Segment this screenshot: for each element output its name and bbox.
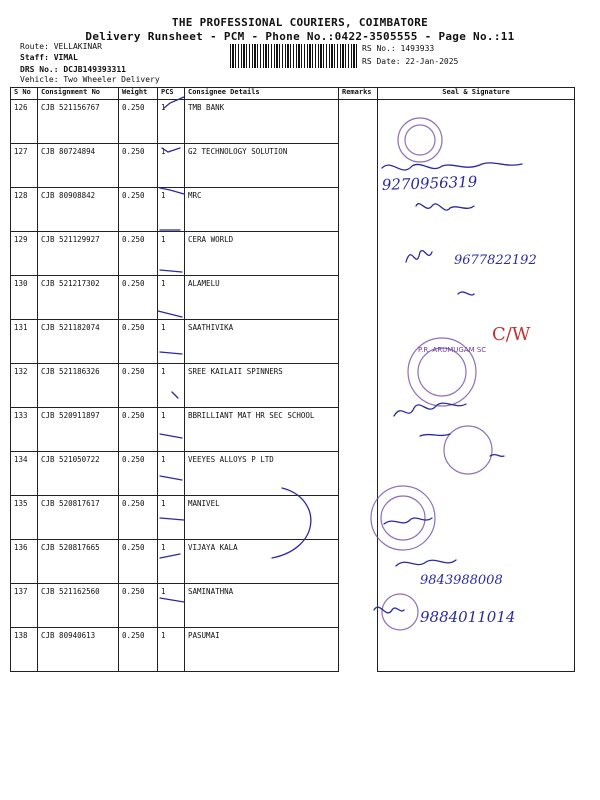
- row-sno: 132: [11, 364, 38, 408]
- staff-label: Staff: VIMAL: [20, 53, 78, 62]
- row-consignment: CJB 80940613: [38, 628, 119, 672]
- route-label: Route: VELLAKINAR: [20, 42, 102, 51]
- row-weight: 0.250: [119, 188, 158, 232]
- row-pcs: 1: [158, 188, 185, 232]
- row-pcs: 1: [158, 320, 185, 364]
- row-consignee: PASUMAI: [185, 628, 339, 672]
- handwritten-phone-1: 9270956319: [381, 172, 478, 194]
- row-weight: 0.250: [119, 100, 158, 144]
- row-sno: 135: [11, 496, 38, 540]
- row-pcs: 1: [158, 540, 185, 584]
- row-sno: 136: [11, 540, 38, 584]
- row-weight: 0.250: [119, 232, 158, 276]
- row-sno: 134: [11, 452, 38, 496]
- seal-stamp-icon: [444, 426, 492, 474]
- rs-number: RS No.: 1493933: [362, 44, 435, 53]
- col-remarks: Remarks: [339, 88, 378, 100]
- col-weight: Weight: [119, 88, 158, 100]
- col-consignment: Consignment No: [38, 88, 119, 100]
- runsheet-subtitle: Delivery Runsheet - PCM - Phone No.:0422-3505555 - Page No.:11: [85, 30, 515, 43]
- handwritten-phone-4: 9884011014: [420, 608, 516, 626]
- row-consignment: CJB 520817665: [38, 540, 119, 584]
- row-weight: 0.250: [119, 584, 158, 628]
- row-sno: 128: [11, 188, 38, 232]
- vehicle-label: Vehicle: Two Wheeler Delivery: [20, 75, 160, 84]
- row-consignee: G2 TECHNOLOGY SOLUTION: [185, 144, 339, 188]
- row-consignment: CJB 520817617: [38, 496, 119, 540]
- handwritten-phone-3: 9843988008: [420, 573, 503, 588]
- row-consignee: VIJAYA KALA: [185, 540, 339, 584]
- row-sno: 131: [11, 320, 38, 364]
- row-pcs: 1: [158, 276, 185, 320]
- row-consignee: SREE KAILAII SPINNERS: [185, 364, 339, 408]
- row-weight: 0.250: [119, 144, 158, 188]
- row-consignment: CJB 521162560: [38, 584, 119, 628]
- row-consignment: CJB 521182074: [38, 320, 119, 364]
- row-weight: 0.250: [119, 408, 158, 452]
- row-consignment: CJB 80908842: [38, 188, 119, 232]
- row-pcs: 1: [158, 232, 185, 276]
- row-weight: 0.250: [119, 364, 158, 408]
- row-consignment: CJB 521129927: [38, 232, 119, 276]
- row-sno: 130: [11, 276, 38, 320]
- col-seal: Seal & Signature: [378, 88, 575, 100]
- row-consignee: MANIVEL: [185, 496, 339, 540]
- row-consignee: ALAMELU: [185, 276, 339, 320]
- row-weight: 0.250: [119, 540, 158, 584]
- row-sno: 137: [11, 584, 38, 628]
- col-pcs: PCS: [158, 88, 185, 100]
- row-weight: 0.250: [119, 452, 158, 496]
- row-pcs: 1: [158, 628, 185, 672]
- row-weight: 0.250: [119, 276, 158, 320]
- row-pcs: 1: [158, 144, 185, 188]
- col-consignee: Consignee Details: [185, 88, 339, 100]
- tick-marks: [158, 97, 311, 602]
- row-consignee: CERA WORLD: [185, 232, 339, 276]
- row-pcs: 1: [158, 584, 185, 628]
- row-pcs: 1: [158, 100, 185, 144]
- company-title: THE PROFESSIONAL COURIERS, COIMBATORE: [171, 16, 429, 29]
- row-consignee: BBRILLIANT MAT HR SEC SCHOOL: [185, 408, 339, 452]
- drs-number: DRS No.: DCJB149393311: [20, 65, 126, 74]
- row-consignee: SAMINATHNA: [185, 584, 339, 628]
- handwritten-phone-2: 9677822192: [454, 253, 537, 268]
- row-weight: 0.250: [119, 320, 158, 364]
- stamp-text: P.R. ARUMUGAM SC: [418, 346, 487, 354]
- row-sno: 126: [11, 100, 38, 144]
- row-consignment: CJB 521156767: [38, 100, 119, 144]
- handwritten-cw: C/W: [492, 324, 531, 345]
- rs-date: RS Date: 22-Jan-2025: [362, 57, 459, 66]
- row-sno: 127: [11, 144, 38, 188]
- row-sno: 129: [11, 232, 38, 276]
- row-consignment: CJB 521050722: [38, 452, 119, 496]
- signatures: [374, 163, 537, 626]
- row-weight: 0.250: [119, 496, 158, 540]
- row-consignment: CJB 521217302: [38, 276, 119, 320]
- seal-stamp-icon: [382, 594, 418, 630]
- stamp-seals: [371, 118, 492, 630]
- row-weight: 0.250: [119, 628, 158, 672]
- row-consignee: SAATHIVIKA: [185, 320, 339, 364]
- row-consignment: CJB 80724894: [38, 144, 119, 188]
- row-consignment: CJB 520911897: [38, 408, 119, 452]
- row-consignee: VEEYES ALLOYS P LTD: [185, 452, 339, 496]
- row-consignment: CJB 521186326: [38, 364, 119, 408]
- row-sno: 138: [11, 628, 38, 672]
- row-consignee: MRC: [185, 188, 339, 232]
- row-pcs: 1: [158, 364, 185, 408]
- row-pcs: 1: [158, 452, 185, 496]
- row-pcs: 1: [158, 496, 185, 540]
- row-pcs: 1: [158, 408, 185, 452]
- col-sno: S No: [11, 88, 38, 100]
- row-sno: 133: [11, 408, 38, 452]
- row-consignee: TMB BANK: [185, 100, 339, 144]
